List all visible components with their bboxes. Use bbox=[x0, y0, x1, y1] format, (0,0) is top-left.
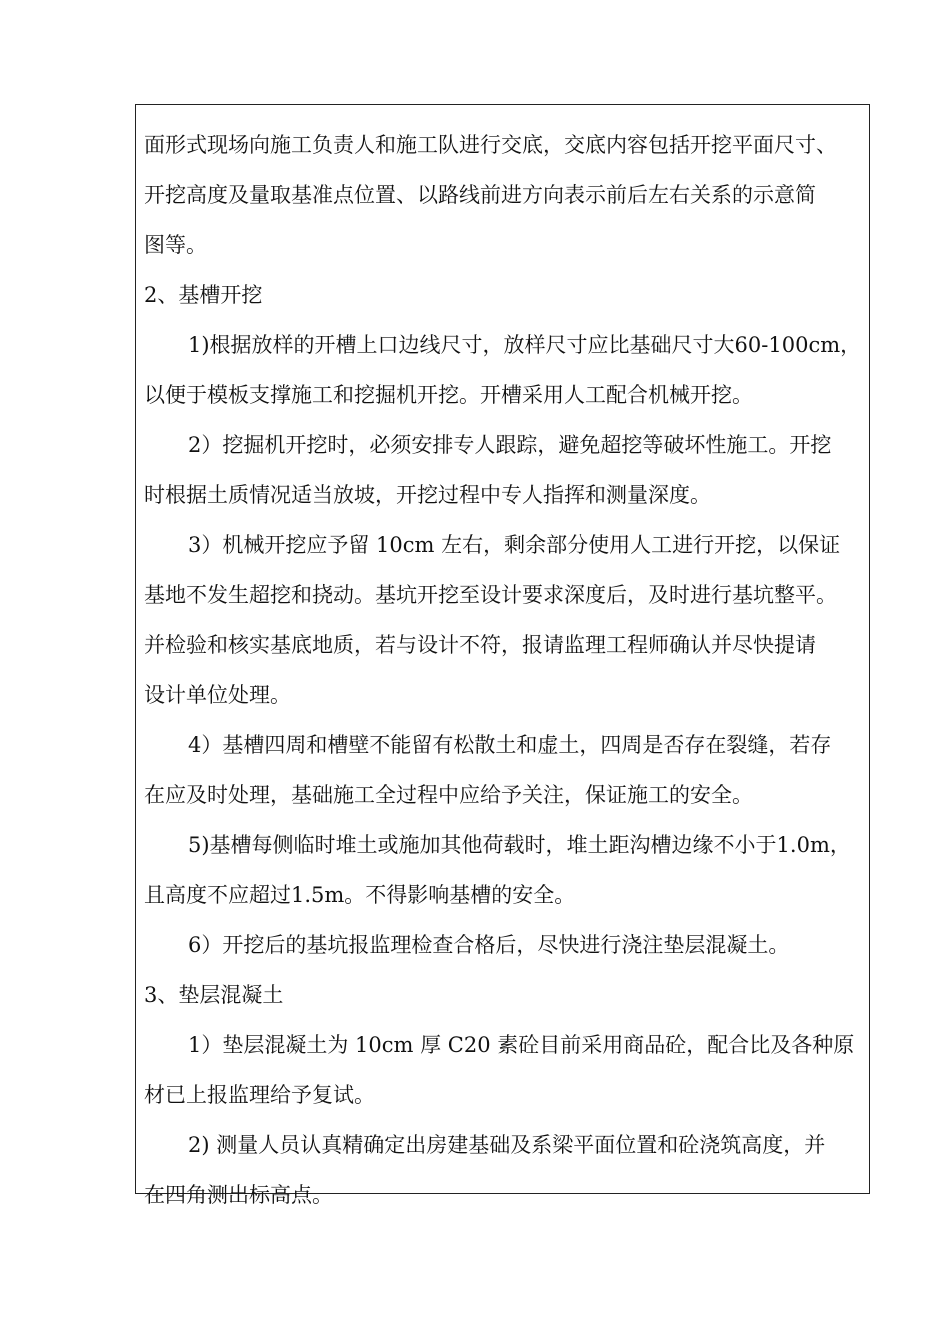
text-line: 1)根据放样的开槽上口边线尺寸，放样尺寸应比基础尺寸大60-100cm， bbox=[188, 333, 862, 357]
document-body bbox=[144, 120, 860, 1220]
text-line: 面形式现场向施工负责人和施工队进行交底，交底内容包括开挖平面尺寸、 bbox=[144, 133, 837, 157]
text-line: 2) 测量人员认真精确定出房建基础及系梁平面位置和砼浇筑高度，并 bbox=[188, 1133, 826, 1157]
text-line: 5)基槽每侧临时堆土或施加其他荷载时，堆土距沟槽边缘不小于1.0m， bbox=[188, 833, 851, 857]
text-line: 在四角测出标高点。 bbox=[144, 1183, 333, 1207]
text-line: 基地不发生超挖和挠动。基坑开挖至设计要求深度后，及时进行基坑整平。 bbox=[144, 583, 837, 607]
text-line: 以便于模板支撑施工和挖掘机开挖。开槽采用人工配合机械开挖。 bbox=[144, 383, 753, 407]
text-line: 1）垫层混凝土为 10cm 厚 C20 素砼目前采用商品砼，配合比及各种原 bbox=[188, 1033, 855, 1057]
text-line: 3）机械开挖应予留 10cm 左右，剩余部分使用人工进行开挖，以保证 bbox=[188, 533, 841, 557]
text-line: 图等。 bbox=[144, 233, 207, 257]
text-line: 设计单位处理。 bbox=[144, 683, 291, 707]
text-line: 时根据土质情况适当放坡，开挖过程中专人指挥和测量深度。 bbox=[144, 483, 711, 507]
text-line: 2、基槽开挖 bbox=[144, 283, 263, 307]
text-line: 开挖高度及量取基准点位置、以路线前进方向表示前后左右关系的示意简 bbox=[144, 183, 816, 207]
text-line: 2）挖掘机开挖时，必须安排专人跟踪，避免超挖等破坏性施工。开挖 bbox=[188, 433, 832, 457]
text-line: 6）开挖后的基坑报监理检查合格后，尽快进行浇注垫层混凝土。 bbox=[188, 933, 790, 957]
text-line: 4）基槽四周和槽壁不能留有松散土和虚土，四周是否存在裂缝，若存 bbox=[188, 733, 832, 757]
text-line: 3、垫层混凝土 bbox=[144, 983, 284, 1007]
text-line: 材已上报监理给予复试。 bbox=[144, 1083, 375, 1107]
text-line: 并检验和核实基底地质，若与设计不符，报请监理工程师确认并尽快提请 bbox=[144, 633, 816, 657]
text-line: 且高度不应超过1.5m。不得影响基槽的安全。 bbox=[144, 883, 576, 907]
text-line: 在应及时处理，基础施工全过程中应给予关注，保证施工的安全。 bbox=[144, 783, 753, 807]
